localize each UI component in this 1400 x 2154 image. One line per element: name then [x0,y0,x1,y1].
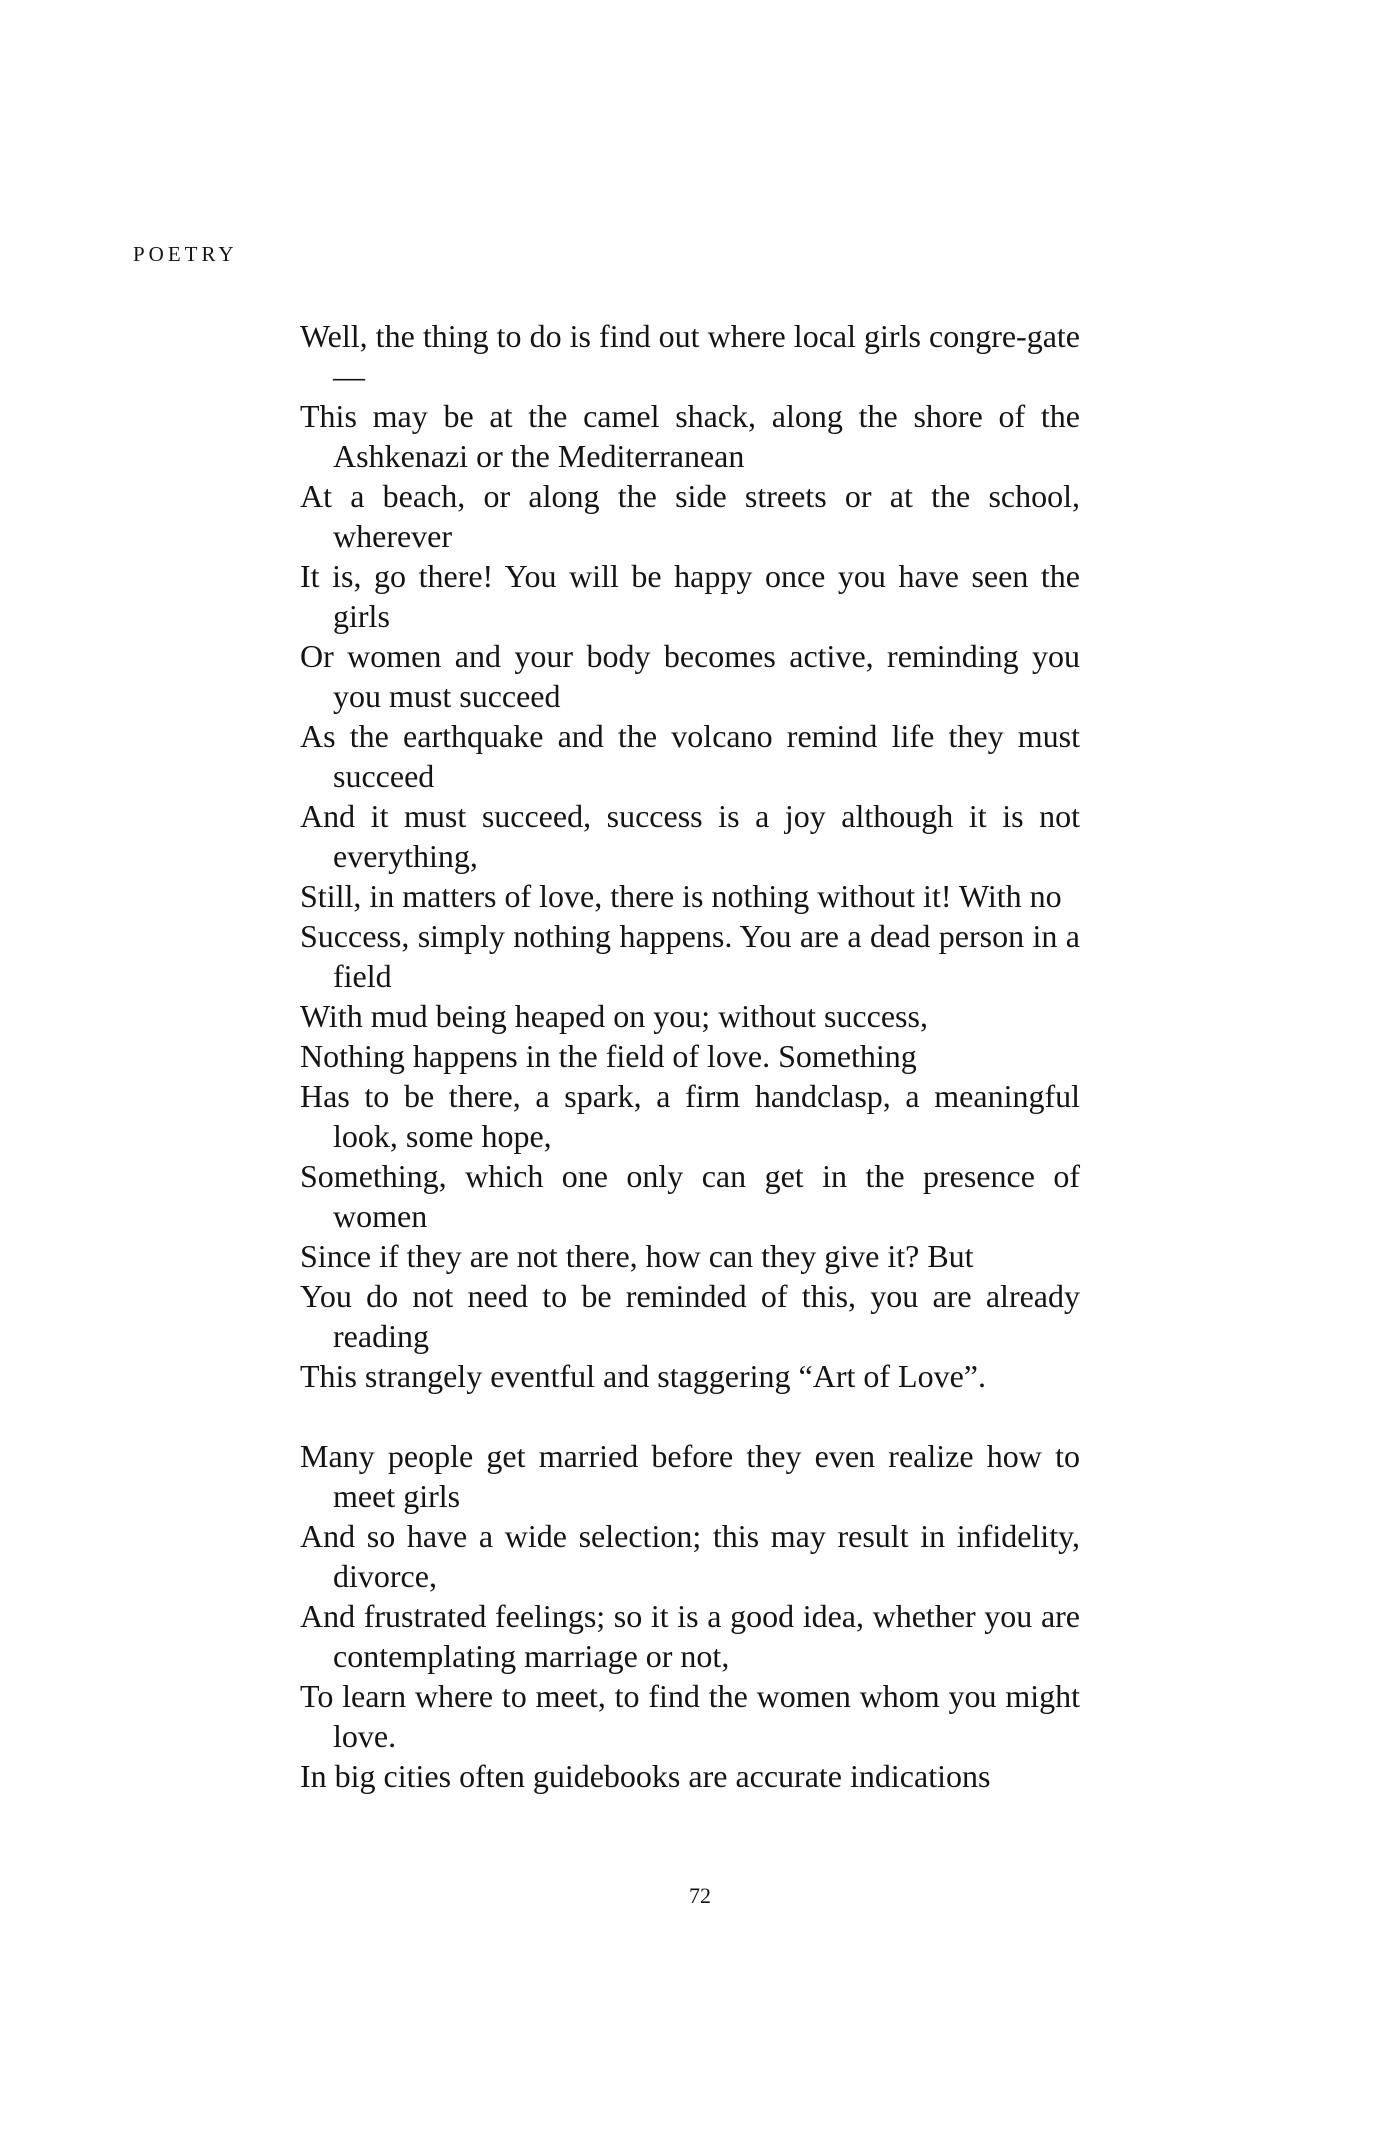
poem-line: As the earthquake and the volcano remind life they must succeed [300,718,1080,794]
poem-body [300,316,1080,1796]
poem-line: And frustrated feelings; so it is a good idea, whether you are contemplating marriage or not, [300,1598,1080,1674]
stanza [300,1436,1080,1796]
poem-line: Well, the thing to do is find out where local girls congre-gate— [300,318,1080,394]
poem-line: And so have a wide selection; this may result in infidelity, divorce, [300,1518,1080,1594]
poem-line: Success, simply nothing happens. You are a dead person in a field [300,918,1080,994]
poem-line: It is, go there! You will be happy once you have seen the girls [300,558,1080,634]
poem-line: At a beach, or along the side streets or at the school, wherever [300,478,1080,554]
poem-line: In big cities often guidebooks are accurate indications [300,1758,991,1794]
poem-line: Many people get married before they even realize how to meet girls [300,1438,1080,1514]
poem-line: This strangely eventful and staggering “Art of Love”. [300,1358,986,1394]
poem-line: Still, in matters of love, there is nothing without it! With no [300,878,1062,914]
running-head: POETRY [133,242,238,266]
poem-line: And it must succeed, success is a joy although it is not everything, [300,798,1080,874]
page-number: 72 [689,1883,711,1908]
poem-line: Something, which one only can get in the presence of women [300,1158,1080,1234]
poem-line: Has to be there, a spark, a firm handclasp, a meaningful look, some hope, [300,1078,1080,1154]
poem-line: You do not need to be reminded of this, you are already reading [300,1278,1080,1354]
stanza [300,316,1080,1396]
poem-line: To learn where to meet, to find the women whom you might love. [300,1678,1080,1754]
poem-line: Or women and your body becomes active, reminding you you must succeed [300,638,1080,714]
poem-line: This may be at the camel shack, along the shore of the Ashkenazi or the Mediterranean [300,398,1080,474]
poem-line: Since if they are not there, how can they give it? But [300,1238,974,1274]
poem-line: Nothing happens in the field of love. Something [300,1038,917,1074]
poem-line: With mud being heaped on you; without success, [300,998,928,1034]
